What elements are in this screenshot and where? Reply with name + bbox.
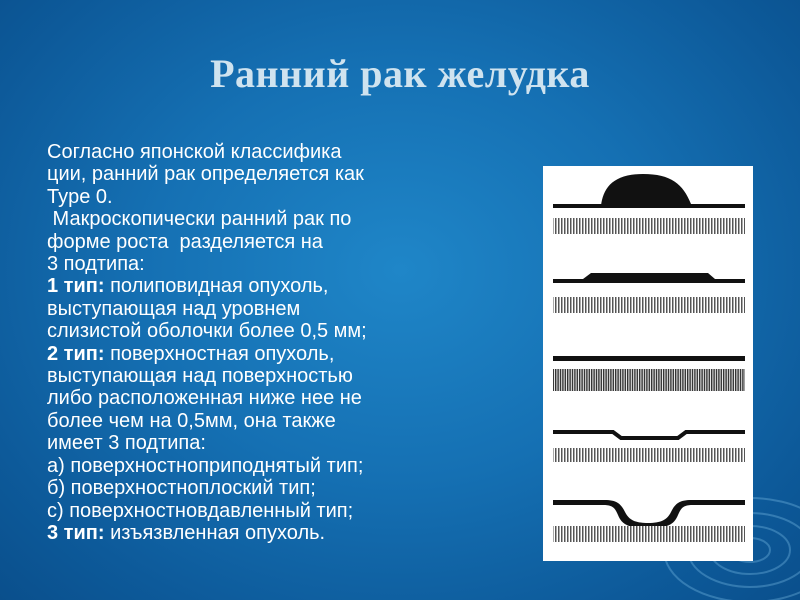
- text-line: форме роста разделяется на: [47, 230, 323, 253]
- type3-line: 3 тип: изъязвленная опухоль.: [47, 521, 326, 544]
- type1-label: 1 тип:: [47, 275, 105, 298]
- text-line: слизистой оболочки более 0,5 мм;: [47, 320, 367, 343]
- type-superficial-depressed-diagram: [553, 432, 745, 462]
- type-superficial-elevated-diagram: [553, 273, 745, 313]
- text-line: 3 подтипа:: [47, 253, 145, 276]
- text-line: либо расположенная ниже нее не: [47, 387, 362, 410]
- type2-label: 2 тип:: [47, 342, 105, 365]
- classification-diagram: [543, 166, 753, 561]
- type2-line: 2 тип: поверхностная опухоль,: [47, 342, 335, 365]
- text-line: Согласно японской классифика: [47, 141, 342, 163]
- text-line: более чем на 0,5мм, она также: [47, 409, 336, 432]
- type-ulcerated-diagram: [553, 500, 745, 542]
- slide-body-text: [47, 141, 497, 544]
- text-line: Макроскопически ранний рак по: [47, 208, 352, 231]
- type-superficial-flat-diagram: [553, 356, 745, 391]
- text-line: б) поверхностноплоский тип;: [47, 477, 316, 500]
- type-polypoid-diagram: [553, 174, 745, 234]
- type3-label: 3 тип:: [47, 521, 105, 544]
- text-line: имеет 3 подтипа:: [47, 432, 206, 455]
- text-line: с) поверхностновдавленный тип;: [47, 499, 354, 522]
- type1-line: 1 тип: полиповидная опухоль,: [47, 275, 329, 298]
- slide-title: Ранний рак желудка: [210, 51, 590, 96]
- text-line: выступающая над уровнем: [47, 297, 301, 320]
- text-line: Type 0.: [47, 185, 113, 208]
- classification-diagram-svg: [543, 166, 753, 561]
- text-line: ции, ранний рак определяется как: [47, 163, 364, 186]
- text-line: выступающая над поверхностью: [47, 365, 353, 388]
- text-line: а) поверхностноприподнятый тип;: [47, 454, 364, 477]
